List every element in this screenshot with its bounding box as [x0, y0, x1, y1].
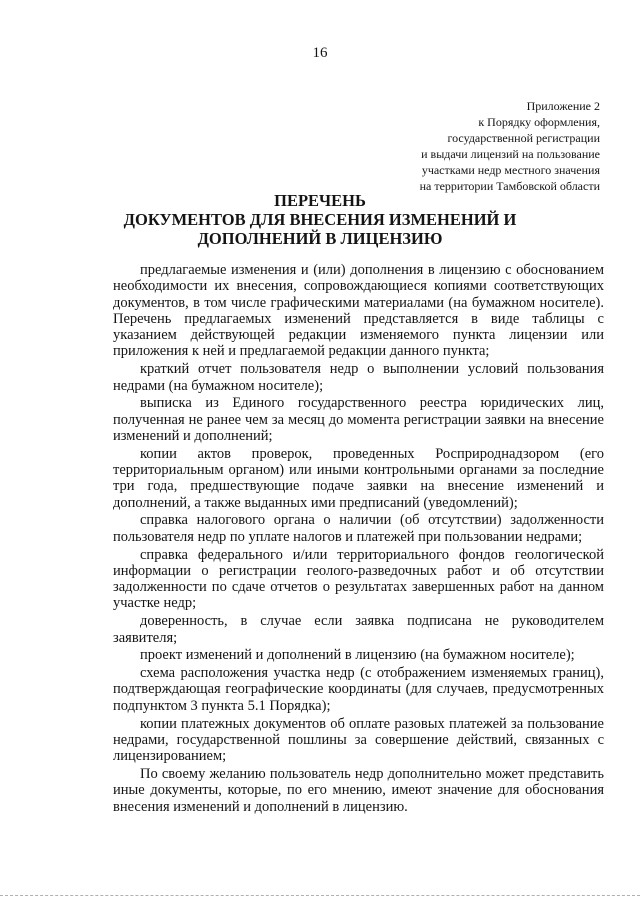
- list-item: доверенность, в случае если заявка подписана не руководителем заявителя;: [113, 613, 604, 646]
- appendix-line: государственной регистрации: [447, 131, 600, 145]
- list-item: предлагаемые изменения и (или) дополнения в лицензию с обоснованием необходимости их внесения, сопровождающиеся копиями соответствующих документов, в том числе графическими материалами (на бумажном носителе). Перечень предлагаемых изменений представляется в виде таблицы с указанием действующей редакции изменяемого пункта лицензии или приложения к ней и предлагаемой редакции данного пункта;: [113, 262, 604, 360]
- title-line: ПЕРЕЧЕНЬ: [274, 191, 366, 210]
- list-item: выписка из Единого государственного реестра юридических лиц, полученная не ранее чем за месяц до момента регистрации заявки на внесение изменений и дополнений;: [113, 395, 604, 444]
- title-line: ДОКУМЕНТОВ ДЛЯ ВНЕСЕНИЯ ИЗМЕНЕНИЙ И ДОПОЛНЕНИЙ В ЛИЦЕНЗИЮ: [123, 210, 517, 248]
- appendix-line: к Порядку оформления,: [478, 115, 600, 129]
- appendix-header: [300, 98, 600, 194]
- list-item: схема расположения участка недр (с отображением изменяемых границ), подтверждающая географические координаты (для случаев, предусмотренных подпунктом 3 пункта 5.1 Порядка);: [113, 665, 604, 714]
- appendix-line: и выдачи лицензий на пользование: [421, 147, 600, 161]
- list-item: По своему желанию пользователь недр дополнительно может представить иные документы, которые, по его мнению, имеют значение для обоснования внесения изменений и дополнений в лицензию.: [113, 765, 604, 815]
- list-item: копии платежных документов об оплате разовых платежей за пользование недрами, государственной пошлины за совершение действий, связанных с лицензированием;: [113, 715, 604, 765]
- list-item: справка налогового органа о наличии (об отсутствии) задолженности пользователя недр по уплате налогов и платежей при пользовании недрами;: [113, 512, 604, 545]
- list-item: справка федерального и/или территориального фондов геологической информации о регистрации геолого-разведочных работ и об отсутствии задолженности по сдаче отчетов о результатах завершенных работ на данном участке недр;: [113, 546, 604, 612]
- document-body: [113, 262, 604, 815]
- appendix-line: участками недр местного значения: [421, 163, 600, 177]
- page-number: 16: [312, 45, 328, 61]
- list-item: проект изменений и дополнений в лицензию (на бумажном носителе);: [140, 647, 575, 664]
- appendix-line: Приложение 2: [526, 99, 600, 113]
- appendix-line: на территории Тамбовской области: [419, 179, 600, 193]
- document-title: [90, 191, 550, 248]
- list-item: копии актов проверок, проведенных Росприроднадзором (его территориальным органом) или иными контрольными органами за последние три года, предшествующие подаче заявки на внесение изменений и дополнений, а также выданных ими предписаний (уведомлений);: [113, 445, 604, 511]
- scan-edge-divider: [0, 895, 640, 897]
- list-item: краткий отчет пользователя недр о выполнении условий пользования недрами (на бумажном носителе);: [113, 361, 604, 394]
